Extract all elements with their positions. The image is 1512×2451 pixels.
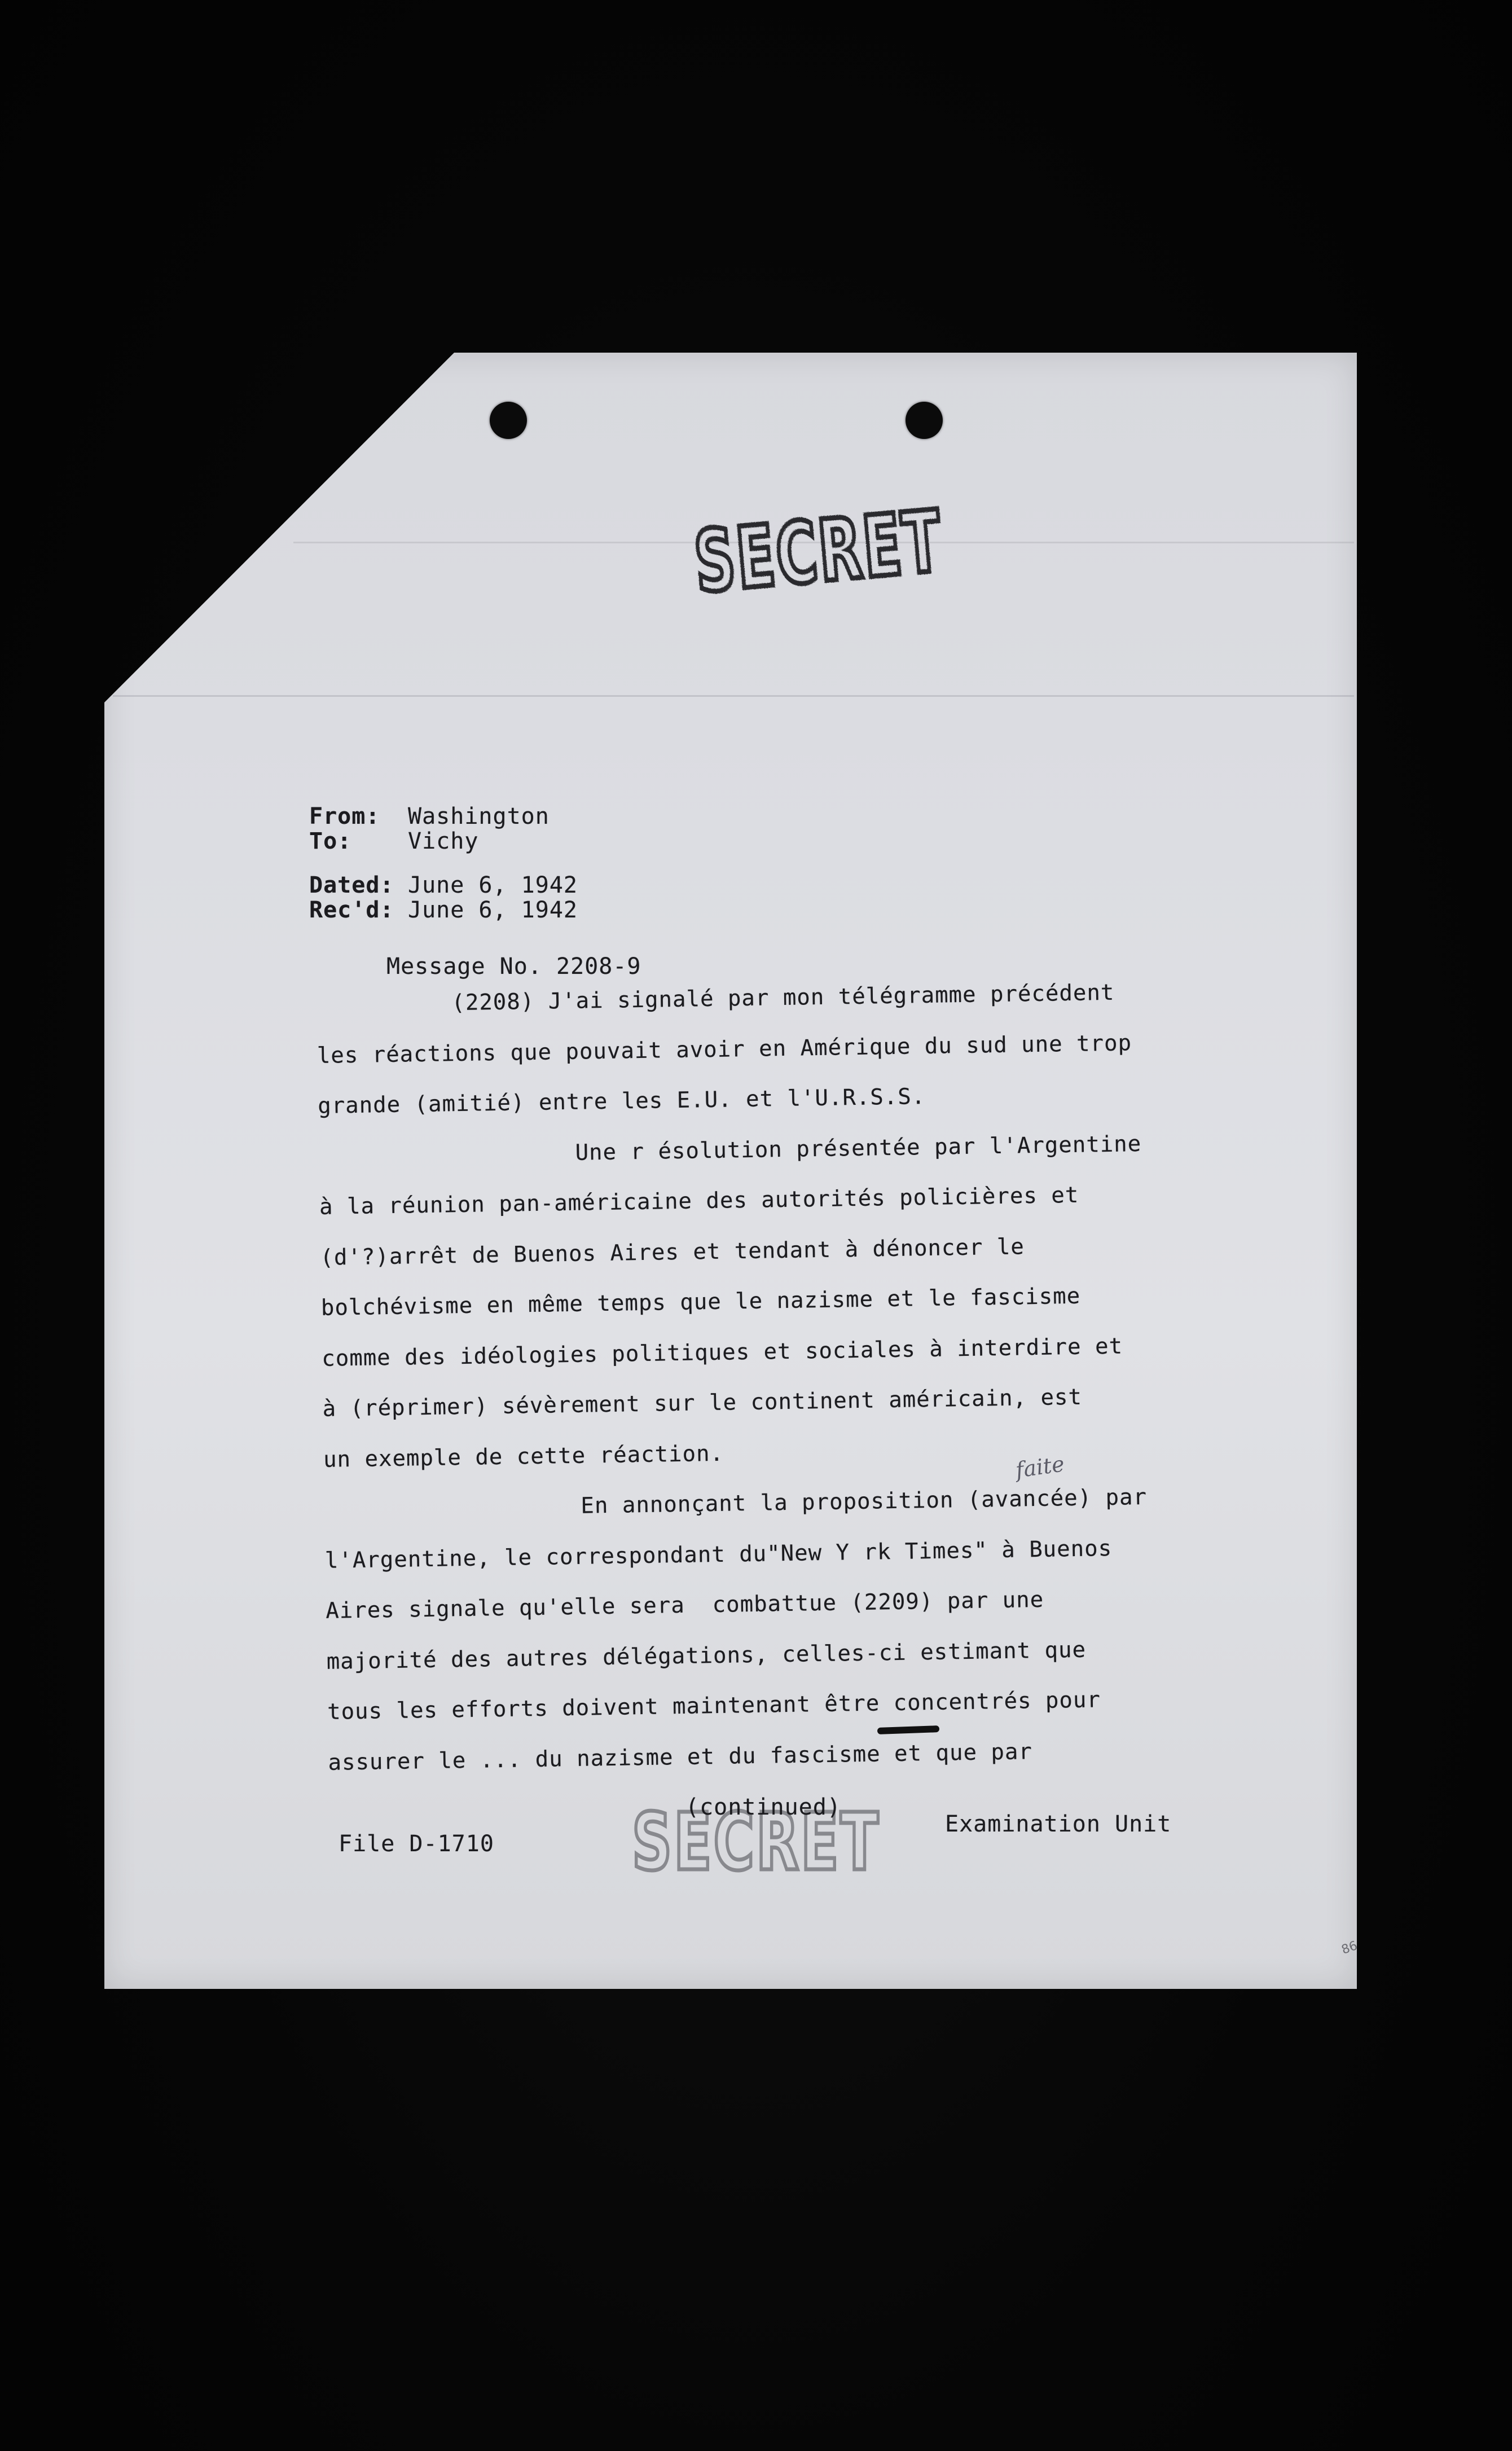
recd-label: Rec'd: <box>309 897 394 923</box>
header-block <box>309 804 578 923</box>
recd-value: June 6, 1942 <box>408 897 578 923</box>
body-line: grande (amitié) entre les E.U. et l'U.R.S.S. <box>317 1084 926 1119</box>
stamp-text: SECRET <box>632 1797 880 1882</box>
body-line: à la réunion pan-américaine des autorités policières et <box>319 1182 1079 1220</box>
continued-label: (continued) <box>685 1794 841 1820</box>
body-line: Une r ésolution présentée par l'Argentine <box>575 1131 1142 1166</box>
body-line: (d'?)arrêt de Buenos Aires et tendant à dénoncer le <box>320 1233 1025 1271</box>
file-number: File D-1710 <box>339 1831 494 1857</box>
body-line: majorité des autres délégations, celles-ci estimant que <box>326 1637 1087 1675</box>
handwritten-annotation: faite <box>1014 1451 1066 1483</box>
corner-pencil-mark: 86 <box>1339 1938 1360 1958</box>
dated-value: June 6, 1942 <box>408 872 578 898</box>
stamp-text: SECRET <box>691 496 952 609</box>
to-value: Vichy <box>408 828 479 854</box>
from-label: From: <box>309 803 380 829</box>
body-line: à (réprimer) sévèrement sur le continent américain, est <box>322 1384 1083 1422</box>
body-line: bolchévisme en même temps que le nazisme et le fascisme <box>320 1283 1081 1321</box>
examination-unit-label: Examination Unit <box>945 1811 1172 1837</box>
body-line: assurer le ... du nazisme et du fascisme et que par <box>328 1738 1033 1776</box>
punch-hole <box>906 402 943 439</box>
body-line: les réactions que pouvait avoir en Amérique du sud une trop <box>317 1030 1132 1069</box>
body-line: comme des idéologies politiques et sociales à interdire et <box>321 1333 1123 1372</box>
body-line: (2208) J'ai signalé par mon télégramme précédent <box>451 979 1115 1016</box>
message-number: Message No. 2208-9 <box>386 954 641 979</box>
to-label: To: <box>309 828 352 854</box>
paper-crease <box>113 695 1354 697</box>
body-line: tous les efforts doivent maintenant être concentrés pour <box>327 1687 1101 1725</box>
dated-label: Dated: <box>309 872 394 898</box>
body-line: Aires signale qu'elle sera combattue (2209) par une <box>325 1587 1044 1624</box>
punch-hole <box>490 402 527 439</box>
message-body <box>316 974 1231 1796</box>
body-line: l'Argentine, le correspondant du"New Y rk Times" à Buenos <box>324 1535 1113 1574</box>
body-line: un exemple de cette réaction. <box>323 1440 724 1473</box>
body-line: En annonçant la proposition (avancée) par <box>581 1484 1148 1519</box>
from-value: Washington <box>408 803 550 829</box>
